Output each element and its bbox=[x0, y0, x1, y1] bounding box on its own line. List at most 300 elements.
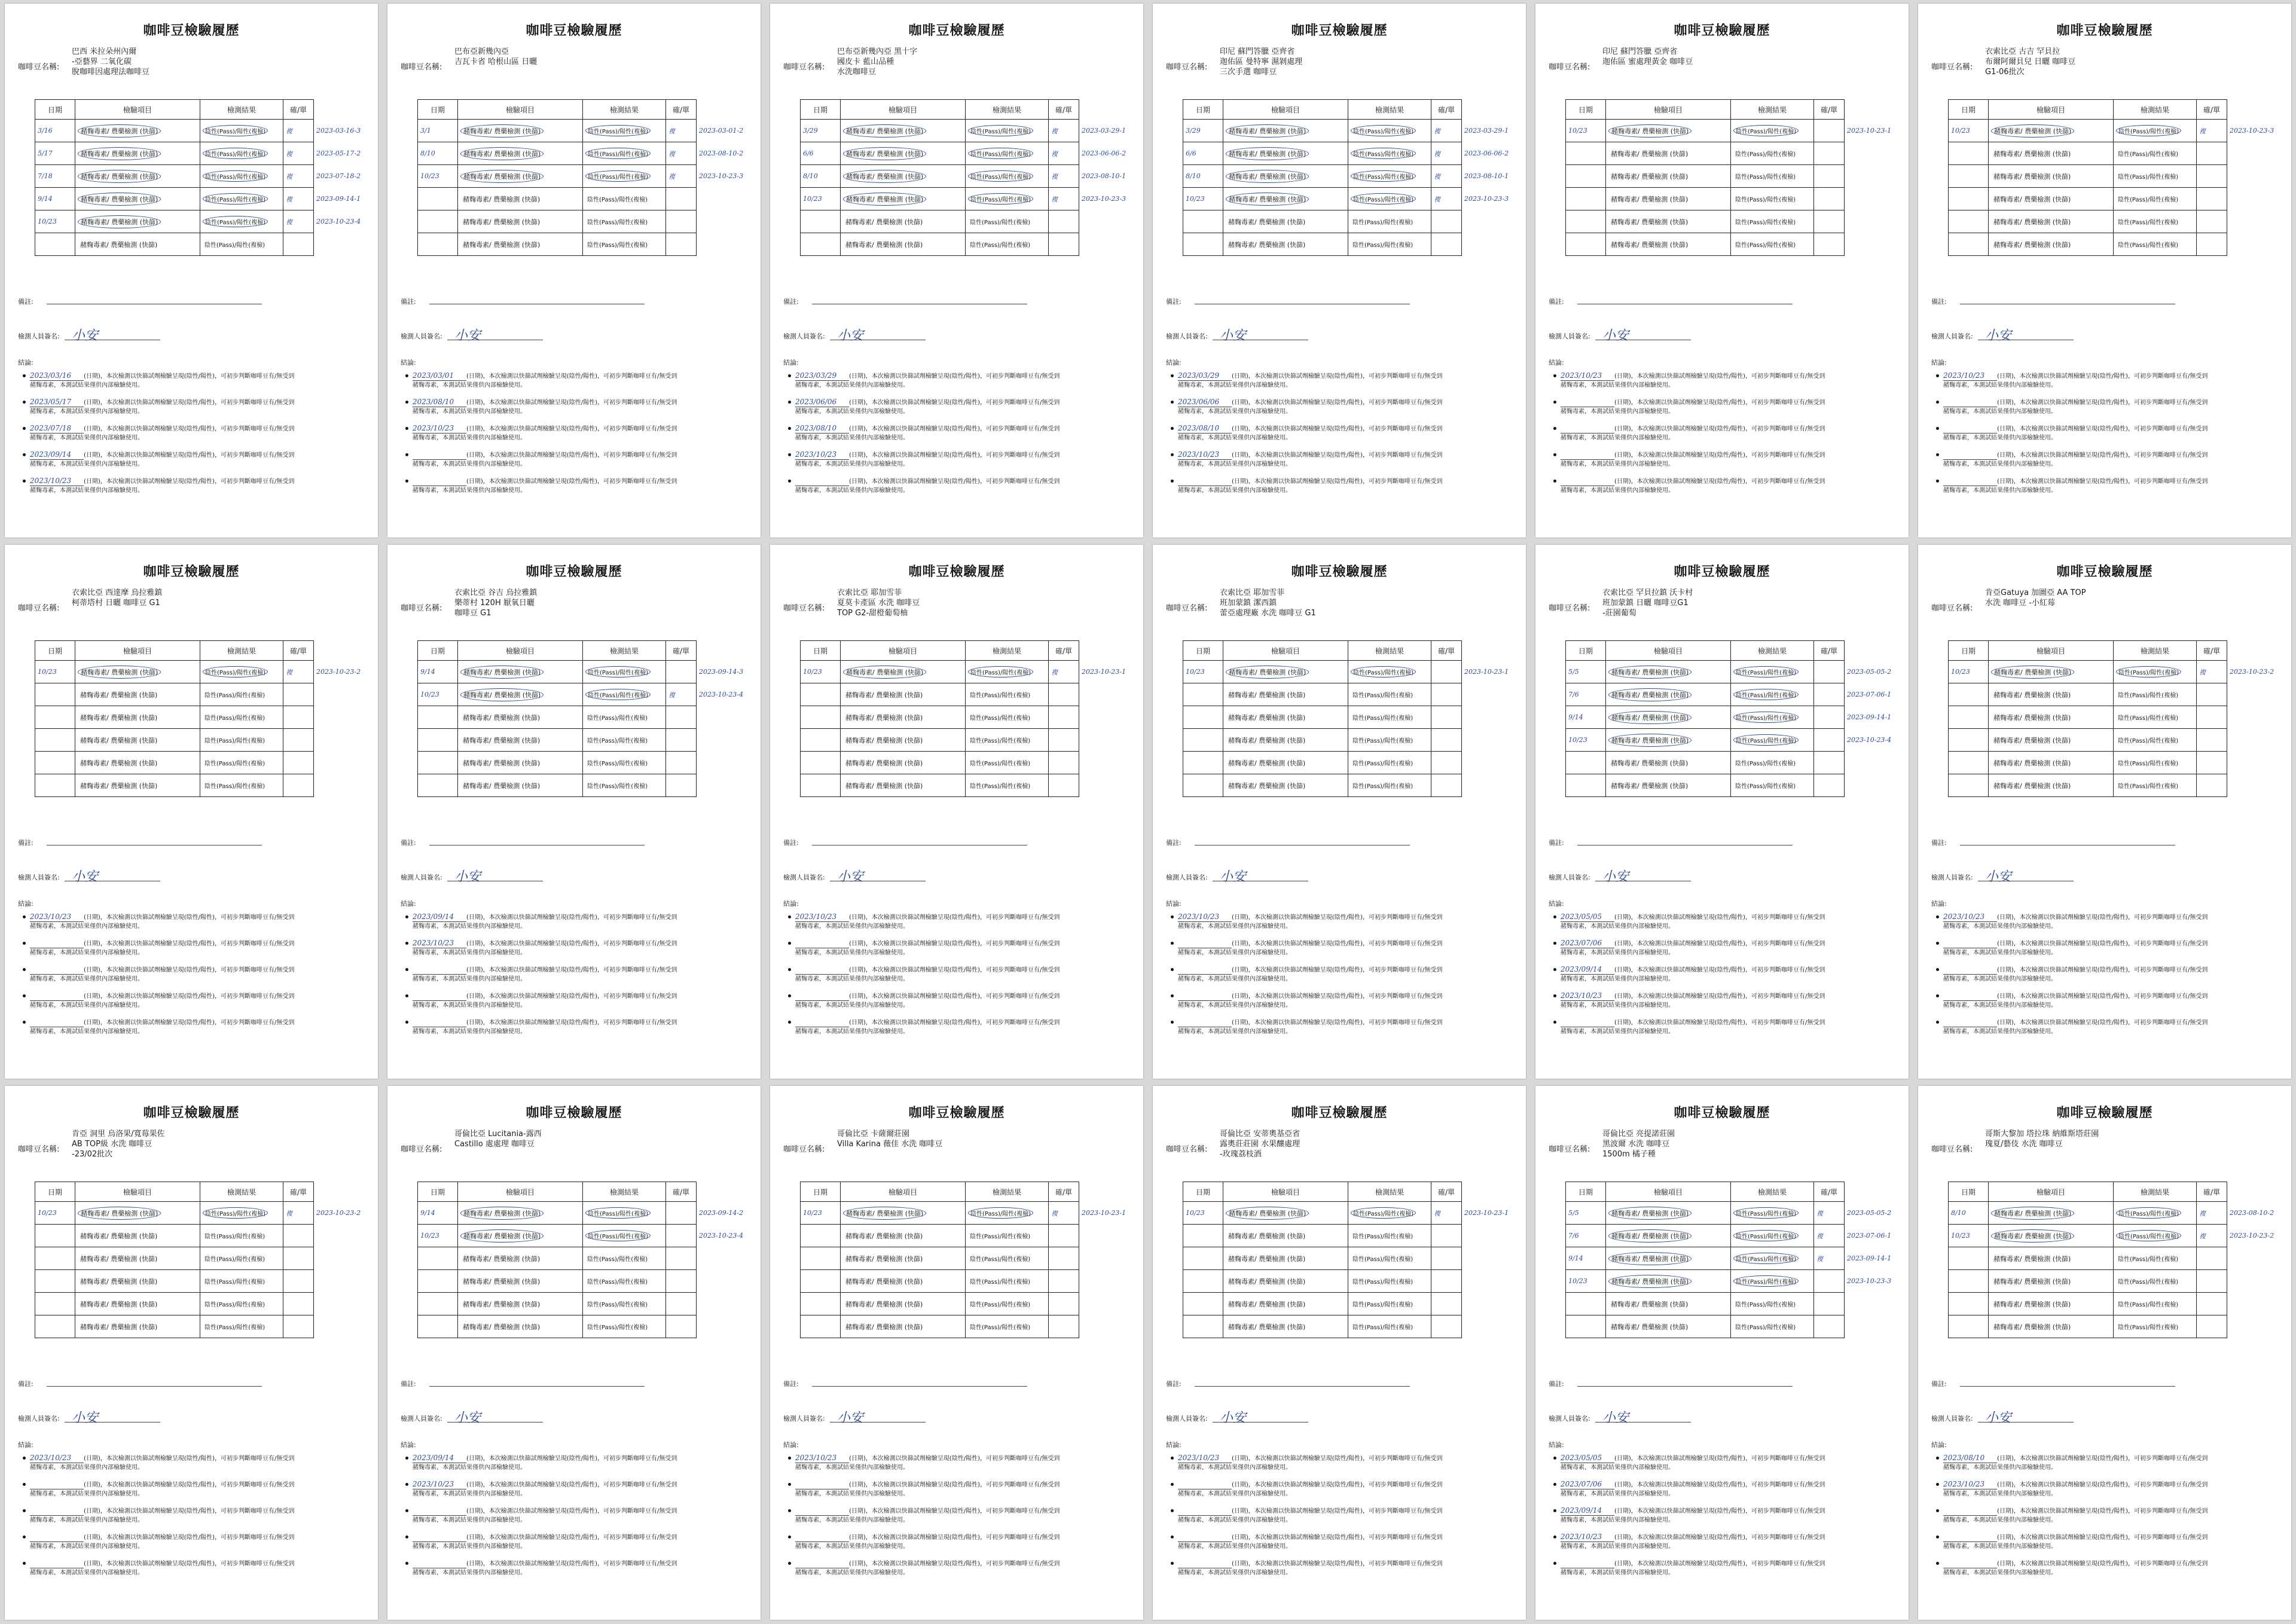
cell-batch-code: 2023-06-06-2 bbox=[1464, 149, 1509, 157]
conclusion-text: (日期)，本次檢測以快篩試劑檢驗呈現(陰性/陽性)，可初步判斷咖啡豆有/無受到 bbox=[1232, 1019, 1443, 1026]
item-text: 赭麴毒素/ 農藥檢測 (快篩) bbox=[1993, 149, 2071, 158]
bean-name-label: 咖啡豆名稱: bbox=[401, 1145, 442, 1154]
cell-batch-code bbox=[1845, 774, 1904, 797]
result-text: 陰性(Pass)/陽性(複檢) bbox=[970, 242, 1031, 249]
cell-date: 10/23 bbox=[1949, 1225, 1989, 1247]
cell-confirm: 複 bbox=[1431, 165, 1462, 188]
cell-item bbox=[75, 165, 200, 188]
conclusion-text-2: 赭麴毒素，本測試結果僅供內部檢驗使用。 bbox=[795, 435, 909, 441]
cell-date: 8/10 bbox=[1949, 1202, 1989, 1225]
remark-label: 備註: bbox=[1549, 298, 1564, 306]
conclusion-item bbox=[405, 1480, 752, 1506]
conclusion-item bbox=[1553, 965, 1900, 991]
conclusion-text-2: 赭麴毒素，本測試結果僅供內部檢驗使用。 bbox=[413, 435, 526, 441]
conclusion-list bbox=[405, 912, 752, 1044]
bean-name-label: 咖啡豆名稱: bbox=[1549, 604, 1590, 613]
bean-name-line: 肯亞 洞里 烏洛果/寬莓果佐 bbox=[72, 1130, 165, 1138]
item-text: 赭麴毒素/ 農藥檢測 (快篩) bbox=[843, 147, 926, 160]
cell-date: 10/23 bbox=[801, 1202, 841, 1225]
conclusion-label: 結論: bbox=[18, 359, 33, 367]
signer-label: 檢測人員簽名: bbox=[1549, 332, 1590, 340]
conclusion-text-2: 赭麴毒素，本測試結果僅供內部檢驗使用。 bbox=[1561, 1002, 1674, 1009]
table-row bbox=[1183, 752, 1521, 774]
cell-item bbox=[458, 165, 583, 188]
inspection-table bbox=[35, 1182, 373, 1338]
header-result: 檢測結果 bbox=[583, 1182, 666, 1202]
conclusion-text-2: 赭麴毒素，本測試結果僅供內部檢驗使用。 bbox=[1561, 1543, 1674, 1550]
item-text: 赭麴毒素/ 農藥檢測 (快篩) bbox=[1228, 240, 1306, 249]
header-code-gap bbox=[1845, 1182, 1904, 1202]
cell-result bbox=[200, 706, 283, 729]
result-text: 陰性(Pass)/陽性(複檢) bbox=[1352, 1279, 1413, 1286]
conclusion-text: (日期)，本次檢測以快篩試劑檢驗呈現(陰性/陽性)，可初步判斷咖啡豆有/無受到 bbox=[849, 1508, 1060, 1515]
conclusion-item bbox=[1553, 991, 1900, 1018]
cell-result bbox=[966, 142, 1049, 165]
item-text: 赭麴毒素/ 農藥檢測 (快篩) bbox=[1228, 1323, 1306, 1331]
signer-signature: 小安 bbox=[837, 328, 864, 343]
conclusion-date: 2023/09/14 bbox=[30, 450, 84, 460]
cell-date: 7/6 bbox=[1566, 683, 1606, 706]
item-text: 赭麴毒素/ 農藥檢測 (快篩) bbox=[1226, 147, 1309, 160]
conclusion-list bbox=[405, 1454, 752, 1585]
cell-result bbox=[966, 210, 1049, 233]
conclusion-date: 2023/08/10 bbox=[1178, 424, 1232, 434]
cell-batch-code: 2023-10-23-2 bbox=[316, 668, 361, 676]
bean-name bbox=[1220, 588, 1447, 618]
conclusion-line bbox=[1561, 371, 1825, 381]
cell-batch-code: 2023-08-10-2 bbox=[2230, 1209, 2274, 1217]
result-text: 陰性(Pass)/陽性(複檢) bbox=[1735, 761, 1796, 767]
conclusion-text: (日期)，本次檢測以快篩試劑檢驗呈現(陰性/陽性)，可初步判斷咖啡豆有/無受到 bbox=[466, 452, 677, 459]
conclusion-text: (日期)，本次檢測以快篩試劑檢驗呈現(陰性/陽性)，可初步判斷咖啡豆有/無受到 bbox=[84, 1019, 295, 1026]
conclusion-item bbox=[405, 912, 752, 939]
cell-result bbox=[1731, 142, 1814, 165]
table-row bbox=[1949, 120, 2286, 142]
item-text: 赭麴毒素/ 農藥檢測 (快篩) bbox=[845, 759, 923, 767]
conclusion-text: (日期)，本次檢測以快篩試劑檢驗呈現(陰性/陽性)，可初步判斷咖啡豆有/無受到 bbox=[466, 941, 677, 947]
cell-result bbox=[583, 165, 666, 188]
conclusion-text-2: 赭麴毒素，本測試結果僅供內部檢驗使用。 bbox=[1178, 976, 1292, 982]
table-row bbox=[1949, 142, 2286, 165]
cell-result bbox=[966, 165, 1049, 188]
conclusion-text-2: 赭麴毒素，本測試結果僅供內部檢驗使用。 bbox=[795, 1028, 909, 1035]
signer-label: 檢測人員簽名: bbox=[1931, 874, 1973, 881]
header-result: 檢測結果 bbox=[583, 100, 666, 120]
signer-label: 檢測人員簽名: bbox=[783, 874, 825, 881]
signer-signature: 小安 bbox=[837, 1411, 864, 1425]
bean-name-label: 咖啡豆名稱: bbox=[1931, 63, 1973, 72]
conclusion-item bbox=[1936, 1559, 2283, 1585]
cell-date bbox=[801, 1315, 841, 1338]
table-row bbox=[418, 188, 756, 210]
conclusion-item bbox=[23, 1480, 370, 1506]
conclusion-date bbox=[413, 965, 466, 975]
table-row bbox=[1949, 729, 2286, 752]
bean-name-line: 巴布亞新幾內亞 bbox=[454, 47, 509, 56]
header-confirm: 確/單 bbox=[283, 1182, 314, 1202]
item-text: 赭麴毒素/ 農藥檢測 (快篩) bbox=[460, 124, 544, 138]
cell-result bbox=[1348, 1270, 1431, 1293]
result-text: 陰性(Pass)/陽性(複檢) bbox=[203, 666, 268, 677]
cell-result bbox=[200, 188, 283, 210]
conclusion-date: 2023/09/14 bbox=[1561, 1506, 1614, 1516]
item-text: 赭麴毒素/ 農藥檢測 (快篩) bbox=[1228, 1254, 1306, 1263]
table-row bbox=[1183, 188, 1521, 210]
result-text: 陰性(Pass)/陽性(複檢) bbox=[204, 738, 265, 744]
header-item: 檢驗項目 bbox=[1989, 100, 2114, 120]
cell-date bbox=[418, 706, 458, 729]
bean-name-label: 咖啡豆名稱: bbox=[783, 63, 825, 72]
table-row bbox=[801, 774, 1138, 797]
conclusion-line bbox=[795, 1018, 1060, 1027]
result-text: 陰性(Pass)/陽性(複檢) bbox=[587, 1256, 648, 1263]
bean-name-line: 脫咖啡因處理法咖啡豆 bbox=[72, 68, 150, 77]
conclusion-text-2: 赭麴毒素，本測試結果僅供內部檢驗使用。 bbox=[1943, 976, 2057, 982]
table-row bbox=[801, 1225, 1138, 1247]
header-date: 日期 bbox=[418, 1182, 458, 1202]
conclusion-text-2: 赭麴毒素，本測試結果僅供內部檢驗使用。 bbox=[795, 1517, 909, 1524]
table-row bbox=[418, 706, 756, 729]
conclusion-date: 2023/10/23 bbox=[1561, 1533, 1614, 1542]
item-text: 赭麴毒素/ 農藥檢測 (快篩) bbox=[843, 1207, 926, 1220]
cell-confirm bbox=[1049, 729, 1079, 752]
conclusion-list bbox=[788, 1454, 1135, 1585]
result-text: 陰性(Pass)/陽性(複檢) bbox=[204, 1302, 265, 1308]
conclusion-label: 結論: bbox=[1166, 359, 1181, 367]
conclusion-line bbox=[1178, 450, 1442, 460]
header-item: 檢驗項目 bbox=[1989, 1182, 2114, 1202]
conclusion-text-2: 赭麴毒素，本測試結果僅供內部檢驗使用。 bbox=[30, 1002, 144, 1009]
table-row bbox=[1183, 1293, 1521, 1315]
conclusion-line bbox=[413, 1506, 677, 1516]
cell-batch-code: 2023-09-14-1 bbox=[1847, 1254, 1892, 1262]
result-text: 陰性(Pass)/陽性(複檢) bbox=[1733, 734, 1799, 746]
cell-result bbox=[1731, 774, 1814, 797]
cell-result bbox=[583, 729, 666, 752]
table-row bbox=[1183, 165, 1521, 188]
cell-item bbox=[1606, 233, 1731, 256]
result-text: 陰性(Pass)/陽性(複檢) bbox=[970, 1256, 1031, 1263]
cell-date: 10/23 bbox=[1949, 661, 1989, 683]
table-row bbox=[35, 120, 373, 142]
conclusion-text-2: 赭麴毒素，本測試結果僅供內部檢驗使用。 bbox=[413, 1002, 526, 1009]
conclusion-line bbox=[1561, 1559, 1825, 1568]
cell-item bbox=[1606, 661, 1731, 683]
cell-confirm bbox=[1814, 774, 1845, 797]
cell-batch-code: 2023-03-01-2 bbox=[699, 127, 744, 135]
bean-name-line: 迦佑區 蜜處理黃金 咖啡豆 bbox=[1602, 57, 1693, 66]
item-text: 赭麴毒素/ 農藥檢測 (快篩) bbox=[1991, 1229, 2074, 1243]
result-text: 陰性(Pass)/陽性(複檢) bbox=[1352, 761, 1413, 767]
cell-item bbox=[841, 1247, 966, 1270]
item-text: 赭麴毒素/ 農藥檢測 (快篩) bbox=[463, 759, 541, 767]
cell-item bbox=[458, 1315, 583, 1338]
table-header-row bbox=[1566, 100, 1904, 120]
cell-item bbox=[1606, 752, 1731, 774]
table-row bbox=[1566, 233, 1904, 256]
conclusion-text-2: 赭麴毒素，本測試結果僅供內部檢驗使用。 bbox=[795, 1570, 909, 1576]
cell-date: 10/23 bbox=[35, 210, 75, 233]
result-text: 陰性(Pass)/陽性(複檢) bbox=[587, 761, 648, 767]
bean-name-line: -23/02批次 bbox=[72, 1150, 113, 1159]
cell-confirm bbox=[2197, 1247, 2227, 1270]
table-row bbox=[35, 233, 373, 256]
cell-result bbox=[1731, 683, 1814, 706]
conclusion-date: 2023/10/23 bbox=[1943, 912, 1997, 922]
bean-name-line: 衣索比亞 罕貝拉鎮 沃卡村 bbox=[1602, 588, 1693, 597]
bean-name bbox=[1602, 47, 1830, 67]
cell-batch-code bbox=[1079, 729, 1138, 752]
conclusion-item bbox=[788, 424, 1135, 450]
remark-line bbox=[429, 1386, 645, 1387]
conclusion-date bbox=[1561, 398, 1614, 407]
conclusion-item bbox=[23, 1533, 370, 1559]
cell-confirm bbox=[1049, 210, 1079, 233]
cell-batch-code bbox=[2227, 1315, 2286, 1338]
inspection-table bbox=[1948, 99, 2286, 256]
signer-label: 檢測人員簽名: bbox=[1931, 1415, 1973, 1422]
header-result: 檢測結果 bbox=[583, 641, 666, 661]
conclusion-date bbox=[1178, 1506, 1232, 1516]
cell-date bbox=[418, 1247, 458, 1270]
cell-result bbox=[200, 752, 283, 774]
conclusion-text: (日期)，本次檢測以快篩試劑檢驗呈現(陰性/陽性)，可初步判斷咖啡豆有/無受到 bbox=[466, 1482, 677, 1488]
remark-label: 備註: bbox=[18, 1380, 33, 1388]
conclusion-date: 2023/10/23 bbox=[413, 939, 466, 948]
cell-confirm bbox=[2197, 233, 2227, 256]
cell-date bbox=[801, 774, 841, 797]
cell-confirm: 複 bbox=[283, 1202, 314, 1225]
cell-batch-code bbox=[314, 233, 373, 256]
conclusion-line bbox=[1178, 424, 1442, 434]
table-row bbox=[418, 1270, 756, 1293]
conclusion-list bbox=[1171, 371, 1518, 503]
conclusion-text: (日期)，本次檢測以快篩試劑檢驗呈現(陰性/陽性)，可初步判斷咖啡豆有/無受到 bbox=[1614, 1508, 1825, 1515]
conclusion-text: (日期)，本次檢測以快篩試劑檢驗呈現(陰性/陽性)，可初步判斷咖啡豆有/無受到 bbox=[466, 399, 677, 406]
header-item: 檢驗項目 bbox=[75, 100, 200, 120]
result-text: 陰性(Pass)/陽性(複檢) bbox=[204, 692, 265, 699]
table-row bbox=[801, 120, 1138, 142]
cell-date bbox=[1566, 752, 1606, 774]
cell-batch-code: 2023-10-23-2 bbox=[2230, 668, 2274, 676]
cell-date bbox=[1949, 210, 1989, 233]
conclusion-line bbox=[795, 965, 1060, 975]
table-row bbox=[801, 729, 1138, 752]
cell-result bbox=[2114, 210, 2197, 233]
table-row bbox=[1566, 661, 1904, 683]
table-row bbox=[418, 120, 756, 142]
result-text: 陰性(Pass)/陽性(複檢) bbox=[1352, 1302, 1413, 1308]
cell-date bbox=[1566, 1293, 1606, 1315]
cell-batch-code: 2023-10-23-1 bbox=[1847, 127, 1892, 135]
cell-confirm bbox=[1814, 1293, 1845, 1315]
result-text: 陰性(Pass)/陽性(複檢) bbox=[1351, 170, 1416, 182]
conclusion-date: 2023/06/06 bbox=[1178, 398, 1232, 407]
cell-date: 9/14 bbox=[35, 188, 75, 210]
conclusion-line bbox=[1561, 1454, 1825, 1463]
conclusion-item bbox=[1171, 371, 1518, 398]
inspection-sheet bbox=[1153, 4, 1526, 538]
conclusion-line bbox=[1178, 398, 1442, 407]
cell-confirm bbox=[283, 774, 314, 797]
conclusion-item bbox=[1171, 1454, 1518, 1480]
result-text: 陰性(Pass)/陽性(複檢) bbox=[204, 761, 265, 767]
sheet-title: 咖啡豆檢驗履歷 bbox=[908, 564, 1005, 579]
remark-label: 備註: bbox=[783, 1380, 799, 1388]
conclusion-line bbox=[795, 1559, 1060, 1568]
cell-confirm: 複 bbox=[1431, 1202, 1462, 1225]
cell-confirm bbox=[2197, 188, 2227, 210]
conclusion-item bbox=[788, 398, 1135, 424]
cell-date: 10/23 bbox=[1566, 120, 1606, 142]
conclusion-list bbox=[23, 912, 370, 1044]
conclusion-line bbox=[1561, 965, 1825, 975]
signer-label: 檢測人員簽名: bbox=[401, 332, 442, 340]
conclusion-item bbox=[1171, 991, 1518, 1018]
header-result: 檢測結果 bbox=[1731, 641, 1814, 661]
sheet-title: 咖啡豆檢驗履歷 bbox=[908, 1106, 1005, 1121]
cell-item bbox=[458, 1247, 583, 1270]
cell-batch-code: 2023-10-23-4 bbox=[316, 218, 361, 225]
cell-batch-code bbox=[1079, 1225, 1138, 1247]
conclusion-text-2: 赭麴毒素，本測試結果僅供內部檢驗使用。 bbox=[1943, 1464, 2057, 1471]
header-code-gap bbox=[1079, 100, 1138, 120]
cell-confirm: 複 bbox=[1049, 120, 1079, 142]
cell-confirm bbox=[1049, 1293, 1079, 1315]
conclusion-list bbox=[1936, 912, 2283, 1044]
conclusion-line bbox=[795, 371, 1060, 381]
result-text: 陰性(Pass)/陽性(複檢) bbox=[1733, 712, 1799, 723]
item-text: 赭麴毒素/ 農藥檢測 (快篩) bbox=[845, 782, 923, 790]
conclusion-item bbox=[1171, 1533, 1518, 1559]
table-row bbox=[1949, 188, 2286, 210]
bean-name bbox=[1602, 1129, 1830, 1159]
table-header-row bbox=[801, 1182, 1138, 1202]
conclusion-text: (日期)，本次檢測以快篩試劑檢驗呈現(陰性/陽性)，可初步判斷咖啡豆有/無受到 bbox=[466, 993, 677, 1000]
conclusion-text: (日期)，本次檢測以快篩試劑檢驗呈現(陰性/陽性)，可初步判斷咖啡豆有/無受到 bbox=[1997, 1482, 2208, 1488]
cell-result bbox=[1348, 683, 1431, 706]
result-text: 陰性(Pass)/陽性(複檢) bbox=[585, 689, 651, 700]
cell-date bbox=[35, 1270, 75, 1293]
cell-result bbox=[966, 683, 1049, 706]
table-row bbox=[1566, 165, 1904, 188]
conclusion-date: 2023/10/23 bbox=[413, 424, 466, 434]
item-text: 赭麴毒素/ 農藥檢測 (快篩) bbox=[78, 666, 161, 679]
conclusion-date bbox=[795, 1559, 849, 1568]
conclusion-line bbox=[30, 1480, 294, 1489]
cell-item bbox=[1606, 729, 1731, 752]
cell-date bbox=[418, 188, 458, 210]
signer-label: 檢測人員簽名: bbox=[1549, 1415, 1590, 1422]
header-date: 日期 bbox=[1183, 100, 1223, 120]
inspection-table bbox=[1183, 1182, 1521, 1338]
table-header-row bbox=[1183, 100, 1521, 120]
result-text: 陰性(Pass)/陽性(複檢) bbox=[1733, 1230, 1799, 1241]
item-text: 赭麴毒素/ 農藥檢測 (快篩) bbox=[463, 1254, 541, 1263]
table-row bbox=[1566, 683, 1904, 706]
header-item: 檢驗項目 bbox=[1606, 100, 1731, 120]
remark-label: 備註: bbox=[1931, 1380, 1947, 1388]
cell-confirm: 複 bbox=[1049, 188, 1079, 210]
item-text: 赭麴毒素/ 農藥檢測 (快篩) bbox=[1993, 759, 2071, 767]
cell-date bbox=[35, 233, 75, 256]
result-text: 陰性(Pass)/陽性(複檢) bbox=[2118, 715, 2179, 722]
item-text: 赭麴毒素/ 農藥檢測 (快篩) bbox=[80, 713, 158, 722]
conclusion-text: (日期)，本次檢測以快篩試劑檢驗呈現(陰性/陽性)，可初步判斷咖啡豆有/無受到 bbox=[84, 941, 295, 947]
cell-date: 10/23 bbox=[801, 661, 841, 683]
result-text: 陰性(Pass)/陽性(複檢) bbox=[587, 783, 648, 790]
item-text: 赭麴毒素/ 農藥檢測 (快篩) bbox=[1611, 1300, 1689, 1308]
cell-date bbox=[1949, 165, 1989, 188]
cell-date: 8/10 bbox=[1183, 165, 1223, 188]
result-text: 陰性(Pass)/陽性(複檢) bbox=[2118, 1279, 2179, 1286]
conclusion-line bbox=[413, 965, 677, 975]
conclusion-line bbox=[30, 450, 294, 460]
cell-date bbox=[418, 774, 458, 797]
header-date: 日期 bbox=[1949, 641, 1989, 661]
result-text: 陰性(Pass)/陽性(複檢) bbox=[1735, 151, 1796, 158]
cell-confirm: 複 bbox=[1814, 1247, 1845, 1270]
conclusion-text-2: 赭麴毒素，本測試結果僅供內部檢驗使用。 bbox=[1561, 950, 1674, 956]
conclusion-text: (日期)，本次檢測以快篩試劑檢驗呈現(陰性/陽性)，可初步判斷咖啡豆有/無受到 bbox=[84, 1482, 295, 1488]
conclusion-line bbox=[30, 1454, 294, 1463]
signer-label: 檢測人員簽名: bbox=[18, 874, 60, 881]
header-code-gap bbox=[2227, 1182, 2286, 1202]
cell-batch-code bbox=[1079, 1315, 1138, 1338]
cell-item bbox=[841, 706, 966, 729]
conclusion-line bbox=[1178, 371, 1442, 381]
conclusion-date: 2023/03/16 bbox=[30, 371, 84, 381]
conclusion-date: 2023/03/29 bbox=[795, 371, 849, 381]
cell-item bbox=[75, 706, 200, 729]
item-text: 赭麴毒素/ 農藥檢測 (快篩) bbox=[1991, 1207, 2074, 1220]
item-text: 赭麴毒素/ 農藥檢測 (快篩) bbox=[460, 147, 544, 160]
cell-item bbox=[1223, 120, 1348, 142]
bean-name-line: 哥倫比亞 亮提諾莊園 bbox=[1602, 1130, 1675, 1138]
remark-label: 備註: bbox=[18, 839, 33, 847]
cell-result bbox=[966, 1202, 1049, 1225]
cell-item bbox=[1223, 142, 1348, 165]
cell-item bbox=[458, 1270, 583, 1293]
conclusion-text-2: 赭麴毒素，本測試結果僅供內部檢驗使用。 bbox=[1943, 923, 2057, 930]
cell-date bbox=[1949, 233, 1989, 256]
cell-date: 10/23 bbox=[35, 661, 75, 683]
cell-confirm bbox=[1814, 165, 1845, 188]
cell-batch-code bbox=[1079, 774, 1138, 797]
conclusion-item bbox=[1553, 371, 1900, 398]
cell-item bbox=[1223, 1247, 1348, 1270]
cell-date: 10/23 bbox=[418, 683, 458, 706]
conclusion-text: (日期)，本次檢測以快篩試劑檢驗呈現(陰性/陽性)，可初步判斷咖啡豆有/無受到 bbox=[1232, 967, 1443, 973]
cell-date bbox=[1949, 774, 1989, 797]
conclusion-date: 2023/06/06 bbox=[795, 398, 849, 407]
cell-item bbox=[1223, 729, 1348, 752]
conclusion-date: 2023/03/29 bbox=[1178, 371, 1232, 381]
cell-confirm bbox=[666, 1270, 697, 1293]
conclusion-date bbox=[1943, 1506, 1997, 1516]
table-row bbox=[418, 683, 756, 706]
cell-item bbox=[841, 188, 966, 210]
cell-batch-code bbox=[697, 210, 756, 233]
signer-signature: 小安 bbox=[1220, 1411, 1247, 1425]
conclusion-item bbox=[1936, 1506, 2283, 1533]
conclusion-text-2: 赭麴毒素，本測試結果僅供內部檢驗使用。 bbox=[795, 461, 909, 468]
cell-batch-code bbox=[697, 774, 756, 797]
bean-name bbox=[1220, 1129, 1447, 1159]
conclusion-text-2: 赭麴毒素，本測試結果僅供內部檢驗使用。 bbox=[413, 950, 526, 956]
result-text: 陰性(Pass)/陽性(複檢) bbox=[1352, 692, 1413, 699]
cell-confirm bbox=[2197, 1293, 2227, 1315]
